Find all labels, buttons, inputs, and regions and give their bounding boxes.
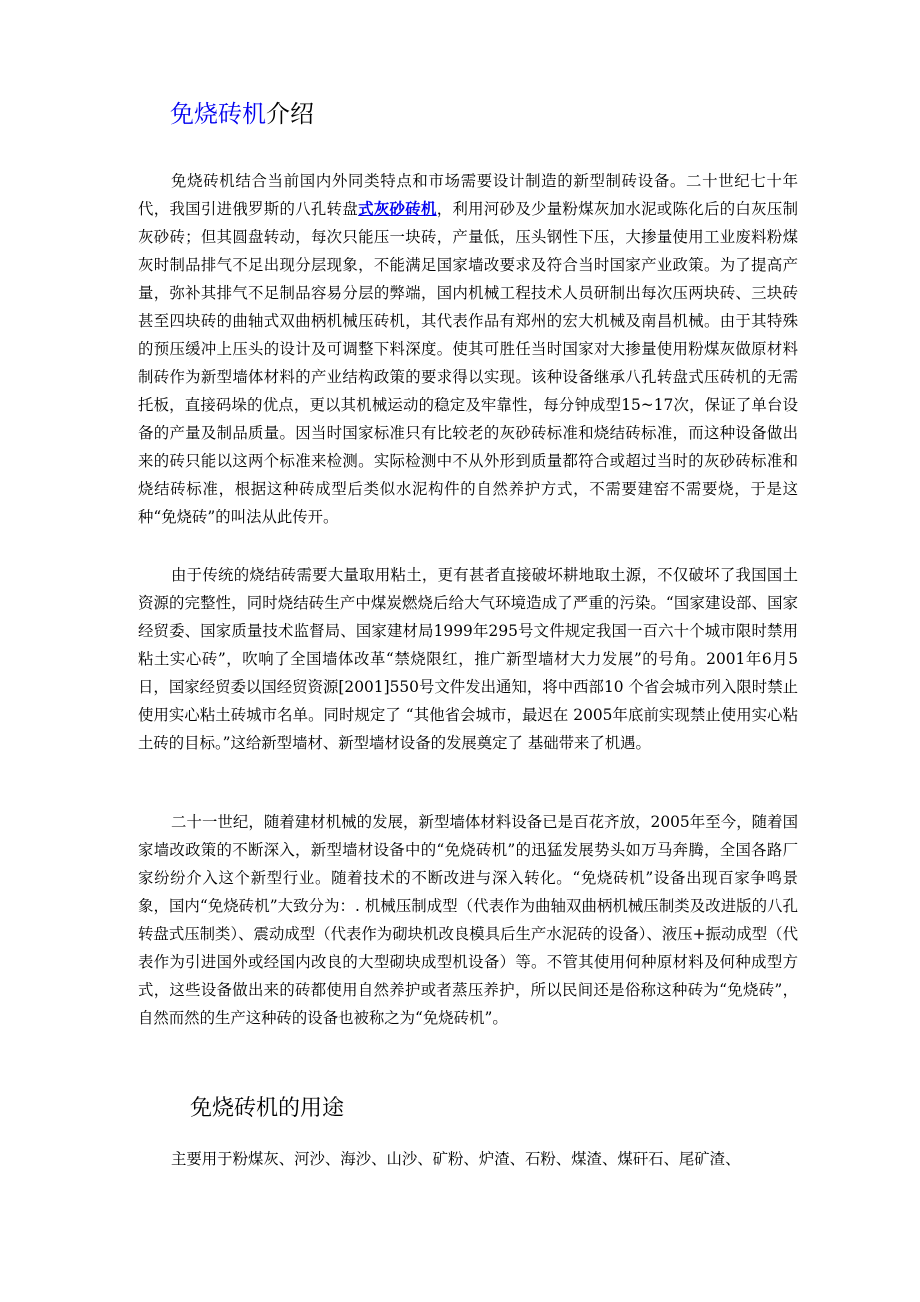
inline-link-prefix[interactable]: 式	[358, 200, 374, 218]
inline-link-lime-sand-brick-machine[interactable]: 灰砂砖机	[373, 200, 437, 218]
section-heading-uses: 免烧砖机的用途	[190, 1096, 345, 1121]
title-link[interactable]: 免烧砖机	[170, 100, 266, 128]
paragraph-text: ，利用河砂及少量粉煤灰加水泥或陈化后的白灰压制灰砂砖；但其圆盘转动，每次只能压一块砖，产量低，压头钢性下压，大掺量使用工业废料粉煤灰时制品排气不足出现分层现象，不能满足国家墙改要求及符合当时国家产业政策。为了提高产量，弥补其排气不足制品容易分层的弊端，国内机械工程技术人员研制出每次压两块砖、三块砖甚至四块砖的曲轴式双曲柄机械压砖机，其代表作品有郑州的宏大机械及南昌机械。由于其特殊的预压缓冲上压头的设计及可调整下料深度。使其可胜任当时国家对大掺量使用粉煤灰做原材料制砖作为新型墙体材料的产业结构政策的要求得以实现。该种设备继承八孔转盘式压砖机的无需托板，直接码垛的优点，更以其机械运动的稳定及牢靠性，每分钟成型15~17次，保证了单台设备的产量及制品质量。因当时国家标准只有比较老的灰砂砖标准和烧结砖标准，而这种设备做出来的砖只能以这两个标准来检测。实际检测中不从外形到质量都符合或超过当时的灰砂砖标准和烧结砖标准，根据这种砖成型后类似水泥构件的自然养护方式，不需要建窑不需要烧，于是这种“免烧砖”的叫法从此传开。	[138, 200, 798, 526]
title-text: 介绍	[266, 100, 314, 128]
paragraph-policy: 由于传统的烧结砖需要大量取用粘土，更有甚者直接破坏耕地取土源，不仅破坏了我国国土资源的完整性，同时烧结砖生产中煤炭燃烧后给大气环境造成了严重的污染。“国家建设部、国家经贸委、国家质量技术监督局、国家建材局1999年295号文件规定我国一百六十个城市限时禁用粘土实心砖”，吹响了全国墙体改革“禁烧限红，推广新型墙材大力发展”的号角。2001年6月5日，国家经贸委以国经贸资源[2001]550号文件发出通知，将中西部10 个省会城市列入限时禁止使用实心粘土砖城市名单。同时规定了 “其他省会城市，最迟在 2005年底前实现禁止使用实心粘土砖的目标。”这给新型墙材、新型墙材设备的发展奠定了 基础带来了机遇。	[138, 566, 798, 752]
paragraph-text: 免烧砖机结合当前国内外同类特点和市场需要设计制造的新型制砖设备。二十世纪七十年代，我国引进俄罗斯的八孔转盘	[138, 172, 798, 218]
paragraph-development: 二十一世纪，随着建材机械的发展，新型墙体材料设备已是百花齐放，2005年至今，随着国家墙改政策的不断深入，新型墙材设备中的“免烧砖机”的迅猛发展势头如万马奔腾，全国各路厂家纷纷介入这个新型行业。随着技术的不断改进与深入转化。“免烧砖机”设备出现百家争鸣景象，国内“免烧砖机”大致分为：. 机械压制成型（代表作为曲轴双曲柄机械压制类及改进版的八孔转盘式压制类）、震动成型（代表作为砌块机改良模具后生产水泥砖的设备）、液压+振动成型（代表作为引进国外或经国内改良的大型砌块成型机设备）等。不管其使用何种原材料及何种成型方式，这些设备做出来的砖都使用自然养护或者蒸压养护，所以民间还是俗称这种砖为“免烧砖”，自然而然的生产这种砖的设备也被称之为“免烧砖机”。	[138, 813, 798, 1027]
paragraph-introduction	[138, 167, 798, 531]
page-title	[170, 96, 314, 132]
paragraph-uses: 主要用于粉煤灰、河沙、海沙、山沙、矿粉、炉渣、石粉、煤渣、煤矸石、尾矿渣、	[171, 1150, 741, 1168]
